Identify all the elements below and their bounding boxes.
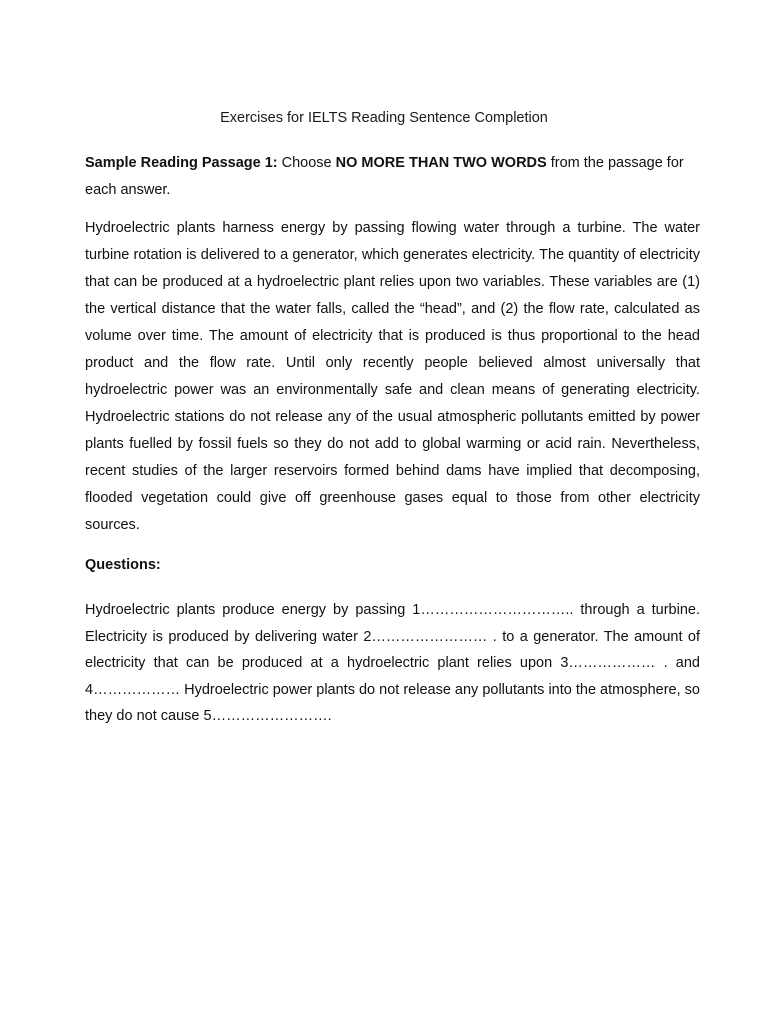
instructions-paragraph <box>85 150 700 204</box>
reading-passage: Hydroelectric plants harness energy by passing flowing water through a turbine. The water turbine rotation is delivered to a generator, which generates electricity. The quantity of electricity that can be produced at a hydroelectric plant relies upon two variables. These variables are (1) the vertical distance that the water falls, called the “head”, and (2) the flow rate, calculated as volume over time. The amount of electricity that is produced is thus proportional to the head product and the flow rate. Until only recently people believed almost universally that hydroelectric power was an environmentally safe and clean means of generating electricity. Hydroelectric stations do not release any of the usual atmospheric pollutants emitted by power plants fuelled by fossil fuels so they do not add to global warming or acid rain. Nevertheless, recent studies of the larger reservoirs formed behind dams have implied that decomposing, flooded vegetation could give off greenhouse gases equal to those from other electricity sources. <box>85 220 700 533</box>
questions-heading: Questions: <box>85 557 161 573</box>
instructions-label: Sample Reading Passage 1: <box>85 155 278 171</box>
questions-text: Hydroelectric plants produce energy by passing 1………………………….. through a turbine. Electricity is produced by delivering water 2…………………… . to a generator. The amount of electricity that can be produced at a hydroelectric plant relies upon 3……………… . and 4……………… Hydroelectric power plants do not release any pollutants into the atmosphere, so they do not cause 5……………………. <box>85 602 700 724</box>
instructions-emphasis: NO MORE THAN TWO WORDS <box>335 155 547 171</box>
instructions-text-before: Choose <box>277 155 336 171</box>
document-title: Exercises for IELTS Reading Sentence Completion <box>220 110 548 126</box>
instructions-text-after: from the passage for each answer. <box>85 155 684 198</box>
